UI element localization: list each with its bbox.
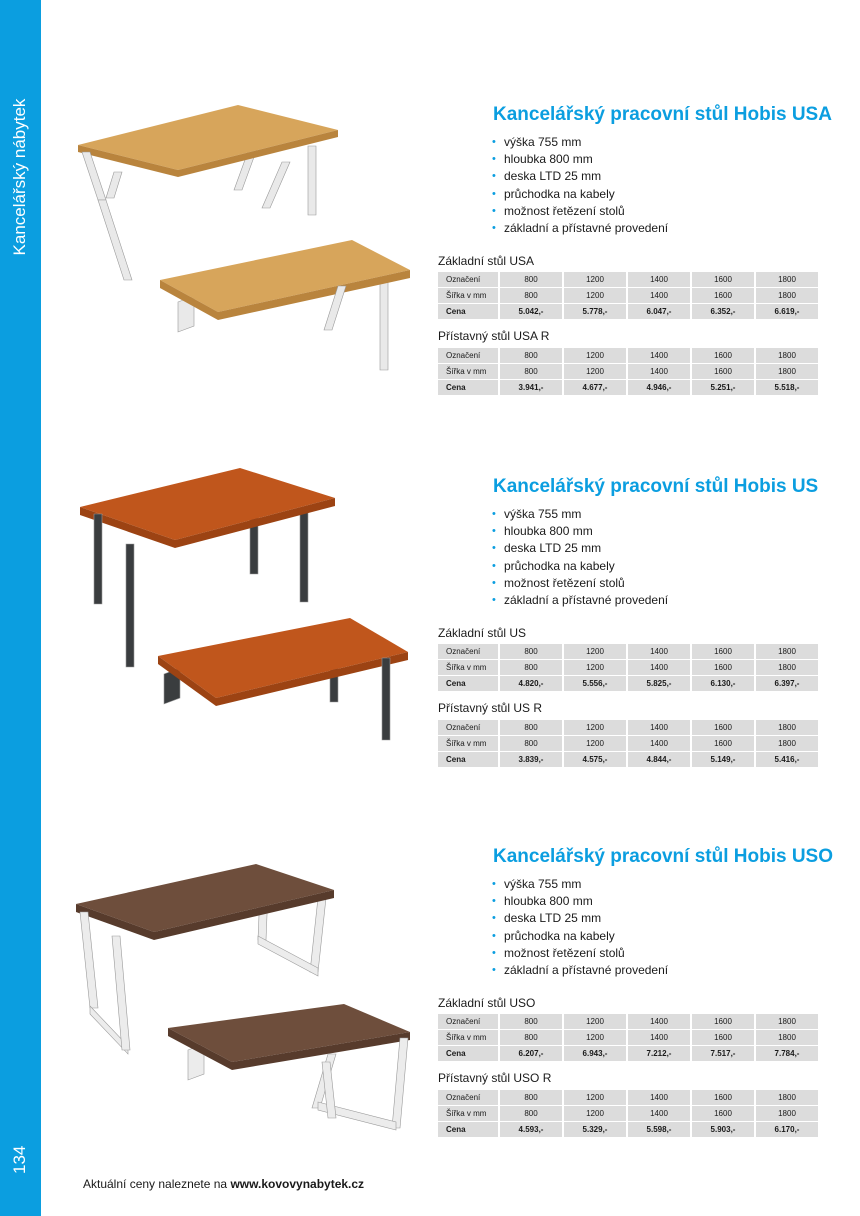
- table-cell: 1400: [628, 736, 690, 751]
- table-cell: 1600: [692, 272, 754, 287]
- table-cell: 1600: [692, 1014, 754, 1029]
- table-row: [438, 1106, 818, 1121]
- table-row: [438, 1014, 818, 1029]
- table-cell: 1400: [628, 1106, 690, 1121]
- table-cell: 1800: [756, 288, 818, 303]
- product-hobis-us: [0, 462, 860, 802]
- desk-leg: [392, 1038, 408, 1128]
- table-row: [438, 1122, 818, 1137]
- desk-leg: [80, 912, 98, 1008]
- table-cell: 1400: [628, 272, 690, 287]
- price-cell: 6.170,-: [756, 1122, 818, 1137]
- price-cell: 5.598,-: [628, 1122, 690, 1137]
- row-header: Označení: [438, 1090, 498, 1105]
- desk-leg: [258, 936, 318, 976]
- table-cell: 1200: [564, 364, 626, 379]
- feature-item: • možnost řetězení stolů: [492, 575, 668, 592]
- table-cell: 1200: [564, 644, 626, 659]
- desk-leg: [308, 146, 316, 215]
- table-cell: 800: [500, 1030, 562, 1045]
- table-cell: 800: [500, 1090, 562, 1105]
- table-label: Přístavný stůl US R: [438, 701, 543, 715]
- price-cell: 5.042,-: [500, 304, 562, 319]
- table-row: [438, 660, 818, 675]
- row-header: Cena: [438, 1046, 498, 1061]
- row-header: Šířka v mm: [438, 364, 498, 379]
- table-row: [438, 288, 818, 303]
- price-cell: 5.825,-: [628, 676, 690, 691]
- table-cell: 800: [500, 736, 562, 751]
- table-cell: 800: [500, 644, 562, 659]
- table-row: [438, 380, 818, 395]
- table-cell: 1600: [692, 660, 754, 675]
- desk-leg: [106, 172, 122, 198]
- page-number: 134: [10, 1145, 29, 1174]
- table-cell: 1400: [628, 348, 690, 363]
- price-cell: 7.784,-: [756, 1046, 818, 1061]
- feature-item: • výška 755 mm: [492, 134, 668, 151]
- price-cell: 5.329,-: [564, 1122, 626, 1137]
- feature-item: • výška 755 mm: [492, 506, 668, 523]
- table-cell: 1600: [692, 644, 754, 659]
- row-header: Šířka v mm: [438, 660, 498, 675]
- price-table: [436, 1013, 820, 1062]
- table-label: Základní stůl USA: [438, 254, 535, 268]
- table-cell: 800: [500, 364, 562, 379]
- table-cell: 1200: [564, 1030, 626, 1045]
- row-header: Označení: [438, 272, 498, 287]
- row-header: Šířka v mm: [438, 1030, 498, 1045]
- footer-text: Aktuální ceny naleznete na: [83, 1177, 228, 1191]
- desk-top: [80, 468, 335, 540]
- feature-item: • hloubka 800 mm: [492, 151, 668, 168]
- desk-leg: [310, 898, 326, 972]
- table-row: [438, 348, 818, 363]
- website-link[interactable]: www.kovovynabytek.cz: [230, 1177, 365, 1191]
- price-cell: 7.517,-: [692, 1046, 754, 1061]
- product-title: Kancelářský pracovní stůl Hobis USA: [493, 104, 832, 125]
- table-cell: 1600: [692, 348, 754, 363]
- desk-uso-image: [60, 832, 420, 1152]
- price-table: [436, 271, 820, 320]
- feature-item: • možnost řetězení stolů: [492, 203, 668, 220]
- table-cell: 1800: [756, 720, 818, 735]
- table-cell: 1600: [692, 288, 754, 303]
- desk-leg: [126, 544, 134, 667]
- price-cell: 7.212,-: [628, 1046, 690, 1061]
- table-cell: 1800: [756, 364, 818, 379]
- row-header: Cena: [438, 676, 498, 691]
- desk-leg: [94, 514, 102, 604]
- section-title: Kancelářský nábytek: [10, 98, 29, 256]
- price-cell: 4.946,-: [628, 380, 690, 395]
- table-row: [438, 1046, 818, 1061]
- feature-item: • průchodka na kabely: [492, 186, 668, 203]
- feature-list: [492, 506, 668, 609]
- desk-usa-image: [60, 90, 420, 410]
- feature-item: • deska LTD 25 mm: [492, 168, 668, 185]
- table-cell: 800: [500, 1106, 562, 1121]
- price-cell: 3.839,-: [500, 752, 562, 767]
- table-label: Přístavný stůl USO R: [438, 1071, 552, 1085]
- price-cell: 5.903,-: [692, 1122, 754, 1137]
- price-cell: 5.518,-: [756, 380, 818, 395]
- price-cell: 6.397,-: [756, 676, 818, 691]
- table-cell: 1200: [564, 1106, 626, 1121]
- table-label: Základní stůl US: [438, 626, 527, 640]
- product-title: Kancelářský pracovní stůl Hobis USO: [493, 846, 834, 867]
- price-table: [436, 643, 820, 692]
- row-header: Cena: [438, 752, 498, 767]
- feature-item: • základní a přístavné provedení: [492, 962, 668, 979]
- price-table: [436, 719, 820, 768]
- table-cell: 800: [500, 660, 562, 675]
- table-cell: 1400: [628, 660, 690, 675]
- price-cell: 6.352,-: [692, 304, 754, 319]
- table-row: [438, 676, 818, 691]
- feature-item: • výška 755 mm: [492, 876, 668, 893]
- price-cell: 6.130,-: [692, 676, 754, 691]
- feature-item: • průchodka na kabely: [492, 558, 668, 575]
- table-cell: 1400: [628, 720, 690, 735]
- row-header: Cena: [438, 304, 498, 319]
- price-cell: 5.556,-: [564, 676, 626, 691]
- table-cell: 800: [500, 348, 562, 363]
- table-cell: 1800: [756, 736, 818, 751]
- table-row: [438, 1030, 818, 1045]
- table-row: [438, 720, 818, 735]
- table-cell: 1800: [756, 348, 818, 363]
- feature-item: • deska LTD 25 mm: [492, 540, 668, 557]
- price-cell: 5.416,-: [756, 752, 818, 767]
- table-row: [438, 752, 818, 767]
- table-cell: 1800: [756, 1090, 818, 1105]
- table-cell: 1400: [628, 1030, 690, 1045]
- feature-item: • základní a přístavné provedení: [492, 220, 668, 237]
- price-cell: 4.593,-: [500, 1122, 562, 1137]
- desk-leg: [262, 162, 290, 208]
- table-cell: 800: [500, 720, 562, 735]
- price-cell: 4.844,-: [628, 752, 690, 767]
- table-cell: 1600: [692, 1090, 754, 1105]
- feature-item: • hloubka 800 mm: [492, 893, 668, 910]
- feature-item: • hloubka 800 mm: [492, 523, 668, 540]
- desk-leg: [300, 508, 308, 602]
- table-cell: 1200: [564, 736, 626, 751]
- price-cell: 4.575,-: [564, 752, 626, 767]
- table-row: [438, 304, 818, 319]
- row-header: Šířka v mm: [438, 1106, 498, 1121]
- table-cell: 1400: [628, 364, 690, 379]
- table-cell: 800: [500, 272, 562, 287]
- table-cell: 1200: [564, 720, 626, 735]
- price-cell: 4.820,-: [500, 676, 562, 691]
- desk-us-image: [60, 462, 420, 782]
- table-cell: 1800: [756, 644, 818, 659]
- desk-leg: [382, 658, 390, 740]
- price-cell: 6.943,-: [564, 1046, 626, 1061]
- price-cell: 5.778,-: [564, 304, 626, 319]
- table-cell: 1200: [564, 1014, 626, 1029]
- table-row: [438, 272, 818, 287]
- feature-item: • základní a přístavné provedení: [492, 592, 668, 609]
- desk-leg: [98, 200, 132, 280]
- footer-note: [83, 1177, 364, 1191]
- table-row: [438, 1090, 818, 1105]
- table-cell: 1800: [756, 660, 818, 675]
- table-cell: 1400: [628, 644, 690, 659]
- price-table: [436, 347, 820, 396]
- desk-leg: [82, 152, 106, 200]
- price-cell: 3.941,-: [500, 380, 562, 395]
- price-cell: 5.149,-: [692, 752, 754, 767]
- table-cell: 800: [500, 1014, 562, 1029]
- product-hobis-usa: [0, 90, 860, 430]
- table-cell: 1600: [692, 1030, 754, 1045]
- price-cell: 6.207,-: [500, 1046, 562, 1061]
- table-row: [438, 364, 818, 379]
- product-title: Kancelářský pracovní stůl Hobis US: [493, 476, 819, 497]
- table-cell: 1200: [564, 660, 626, 675]
- table-cell: 1400: [628, 1014, 690, 1029]
- table-cell: 1800: [756, 1106, 818, 1121]
- table-cell: 1800: [756, 1030, 818, 1045]
- row-header: Označení: [438, 1014, 498, 1029]
- row-header: Šířka v mm: [438, 288, 498, 303]
- row-header: Označení: [438, 720, 498, 735]
- table-cell: 1600: [692, 736, 754, 751]
- feature-item: • deska LTD 25 mm: [492, 910, 668, 927]
- price-cell: 6.619,-: [756, 304, 818, 319]
- price-cell: 4.677,-: [564, 380, 626, 395]
- table-cell: 1600: [692, 1106, 754, 1121]
- product-hobis-uso: [0, 832, 860, 1172]
- price-table: [436, 1089, 820, 1138]
- table-cell: 1200: [564, 1090, 626, 1105]
- table-cell: 1400: [628, 1090, 690, 1105]
- table-label: Základní stůl USO: [438, 996, 536, 1010]
- row-header: Označení: [438, 348, 498, 363]
- table-cell: 1200: [564, 288, 626, 303]
- feature-list: [492, 876, 668, 979]
- desk-leg: [380, 278, 388, 370]
- table-cell: 1200: [564, 272, 626, 287]
- row-header: Cena: [438, 380, 498, 395]
- table-cell: 1800: [756, 1014, 818, 1029]
- table-cell: 1400: [628, 288, 690, 303]
- feature-item: • možnost řetězení stolů: [492, 945, 668, 962]
- feature-item: • průchodka na kabely: [492, 928, 668, 945]
- price-cell: 6.047,-: [628, 304, 690, 319]
- row-header: Označení: [438, 644, 498, 659]
- feature-list: [492, 134, 668, 237]
- table-row: [438, 644, 818, 659]
- table-cell: 1200: [564, 348, 626, 363]
- table-cell: 800: [500, 288, 562, 303]
- table-cell: 1600: [692, 720, 754, 735]
- table-label: Přístavný stůl USA R: [438, 329, 550, 343]
- price-cell: 5.251,-: [692, 380, 754, 395]
- table-cell: 1800: [756, 272, 818, 287]
- row-header: Šířka v mm: [438, 736, 498, 751]
- table-cell: 1600: [692, 364, 754, 379]
- row-header: Cena: [438, 1122, 498, 1137]
- table-row: [438, 736, 818, 751]
